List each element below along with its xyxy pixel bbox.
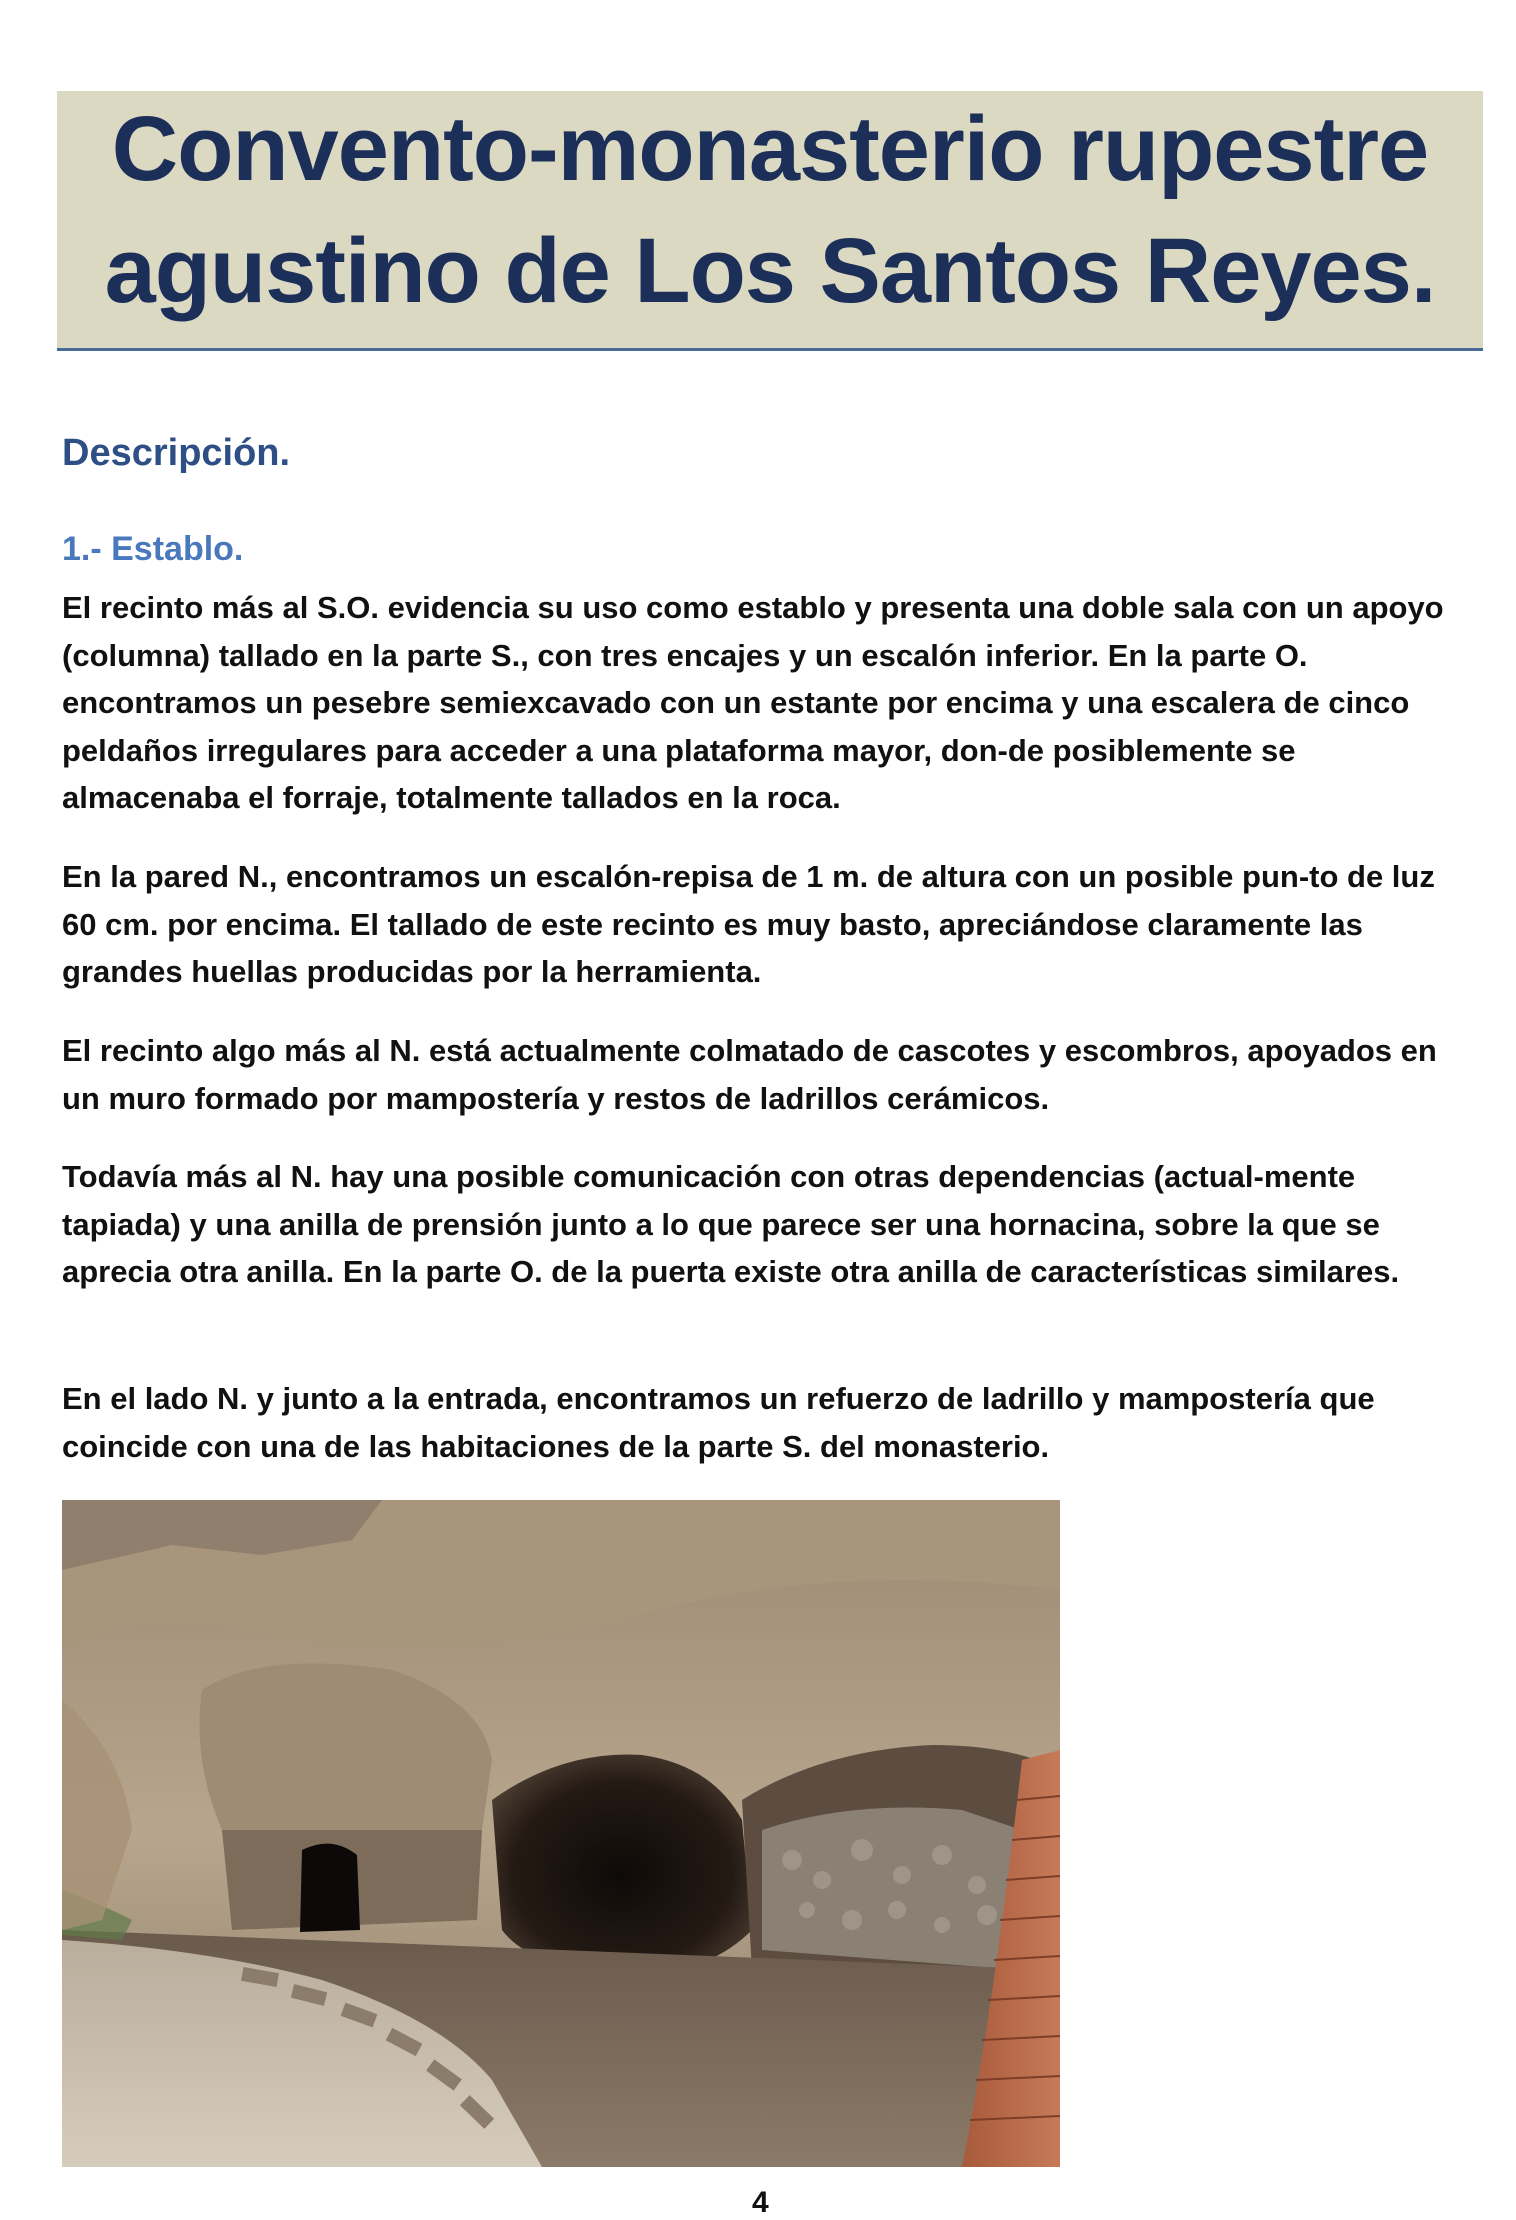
paragraph-4: Todavía más al N. hay una posible comunicación con otras dependencias (actual-mente tapiada) y una anilla de prensión junto a lo que parece ser una hornacina, sobre la que se aprecia otra anilla. En la parte O. de la puerta existe otra anilla de características similares. [62, 1159, 1400, 1289]
title-line-1: Convento-monasterio rupestre [111, 98, 1429, 200]
paragraph-3: El recinto algo más al N. está actualmente colmatado de cascotes y escombros, apoyados en un muro formado por mampostería y restos de ladrillos cerámicos. [62, 1033, 1437, 1116]
paragraph-2: En la pared N., encontramos un escalón-repisa de 1 m. de altura con un posible pun-to de luz 60 cm. por encima. El tallado de este recinto es muy basto, apreciándose claramente las grandes huellas producidas por la herramienta. [62, 859, 1435, 989]
title-banner [57, 91, 1483, 351]
subsection-heading: 1.- Establo. [62, 530, 244, 568]
cave-photo [62, 1500, 1060, 2167]
section-heading: Descripción. [62, 432, 291, 474]
cave-photo-illustration [62, 1500, 1060, 2167]
paragraph-1: El recinto más al S.O. evidencia su uso como establo y presenta una doble sala con un apoyo (columna) tallado en la parte S., con tres encajes y un escalón inferior. En la parte O. encontramos un pesebre semiexcavado con un estante por encima y una escalera de cinco peldaños irregulares para acceder a una plataforma mayor, don-de posiblemente se almacenaba el forraje, totalmente tallados en la roca. [62, 590, 1444, 815]
title-line-2: agustino de Los Santos Reyes. [104, 220, 1436, 322]
paragraph-5: En el lado N. y junto a la entrada, encontramos un refuerzo de ladrillo y mampostería que coincide con una de las habitaciones de la parte S. del monasterio. [62, 1381, 1375, 1464]
page-number: 4 [752, 2186, 769, 2219]
